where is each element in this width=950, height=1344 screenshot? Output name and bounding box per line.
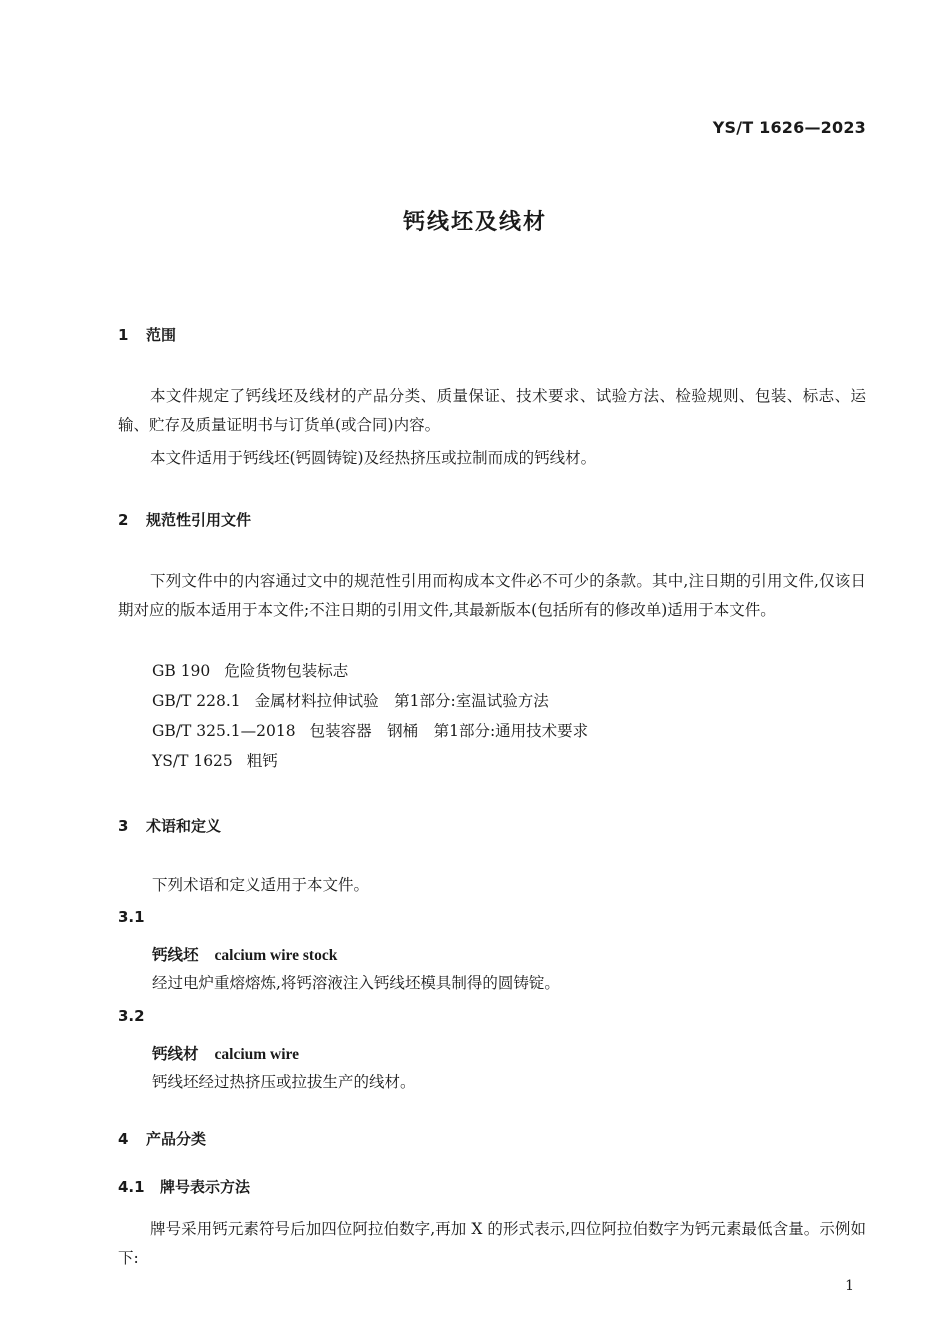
subsection-4-1-title: 牌号表示方法 <box>160 1178 251 1196</box>
section-2-heading <box>118 509 251 530</box>
reference-name: 包装容器 钢桶 第1部分:通用技术要求 <box>309 722 589 740</box>
reference-item <box>152 691 549 711</box>
term-3-2-definition: 钙线坯经过热挤压或拉拔生产的线材。 <box>152 1073 416 1091</box>
section-2-title: 规范性引用文件 <box>146 511 252 529</box>
reference-name: 金属材料拉伸试验 第1部分:室温试验方法 <box>254 692 549 710</box>
term-3-1 <box>152 943 337 965</box>
term-3-1-definition: 经过电炉重熔熔炼,将钙溶液注入钙线坯模具制得的圆铸锭。 <box>152 974 560 992</box>
reference-code: GB/T 228.1 <box>152 692 241 710</box>
reference-item <box>152 661 348 681</box>
section-3-heading <box>118 815 221 836</box>
section-1-number: 1 <box>118 326 129 344</box>
section-1-heading <box>118 324 176 345</box>
section-4-heading <box>118 1128 206 1149</box>
term-3-1-number: 3.1 <box>118 908 145 926</box>
term-3-2-number: 3.2 <box>118 1007 145 1025</box>
section-4-number: 4 <box>118 1130 129 1148</box>
section-2-paragraph-1: 下列文件中的内容通过文中的规范性引用而构成本文件必不可少的条款。其中,注日期的引用文件,仅该日期对应的版本适用于本文件;不注日期的引用文件,其最新版本(包括所有的修改单)适用于本文件。 <box>118 572 866 619</box>
standard-code: YS/T 1626—2023 <box>712 118 866 137</box>
section-1-paragraph-1: 本文件规定了钙线坯及线材的产品分类、质量保证、技术要求、试验方法、检验规则、包装、标志、运输、贮存及质量证明书与订货单(或合同)内容。 <box>118 387 866 434</box>
term-3-2-en: calcium wire <box>214 1046 300 1063</box>
section-3-title: 术语和定义 <box>146 817 222 835</box>
section-1-paragraph-2: 本文件适用于钙线坯(钙圆铸锭)及经热挤压或拉制而成的钙线材。 <box>150 449 597 467</box>
section-3-number: 3 <box>118 817 129 835</box>
reference-name: 粗钙 <box>246 752 278 770</box>
document-title: 钙线坯及线材 <box>402 210 547 235</box>
section-1-title: 范围 <box>146 326 177 344</box>
section-4-title: 产品分类 <box>146 1130 207 1148</box>
subsection-4-1-number: 4.1 <box>118 1178 145 1196</box>
reference-code: GB 190 <box>152 662 211 680</box>
term-3-1-zh: 钙线坯 <box>152 945 199 964</box>
subsection-4-1-paragraph-1: 牌号采用钙元素符号后加四位阿拉伯数字,再加 X 的形式表示,四位阿拉伯数字为钙元素最低含量。示例如下: <box>118 1220 866 1267</box>
section-3-paragraph-1: 下列术语和定义适用于本文件。 <box>152 876 370 894</box>
subsection-4-1-heading <box>118 1176 250 1197</box>
term-3-2 <box>152 1042 299 1064</box>
section-2-number: 2 <box>118 511 129 529</box>
term-3-2-zh: 钙线材 <box>152 1044 199 1063</box>
reference-name: 危险货物包装标志 <box>224 662 349 680</box>
reference-item <box>152 751 278 771</box>
term-3-1-en: calcium wire stock <box>214 947 338 964</box>
reference-item <box>152 721 588 741</box>
reference-code: GB/T 325.1—2018 <box>152 722 296 740</box>
page-number: 1 <box>845 1278 854 1294</box>
reference-code: YS/T 1625 <box>152 752 233 770</box>
